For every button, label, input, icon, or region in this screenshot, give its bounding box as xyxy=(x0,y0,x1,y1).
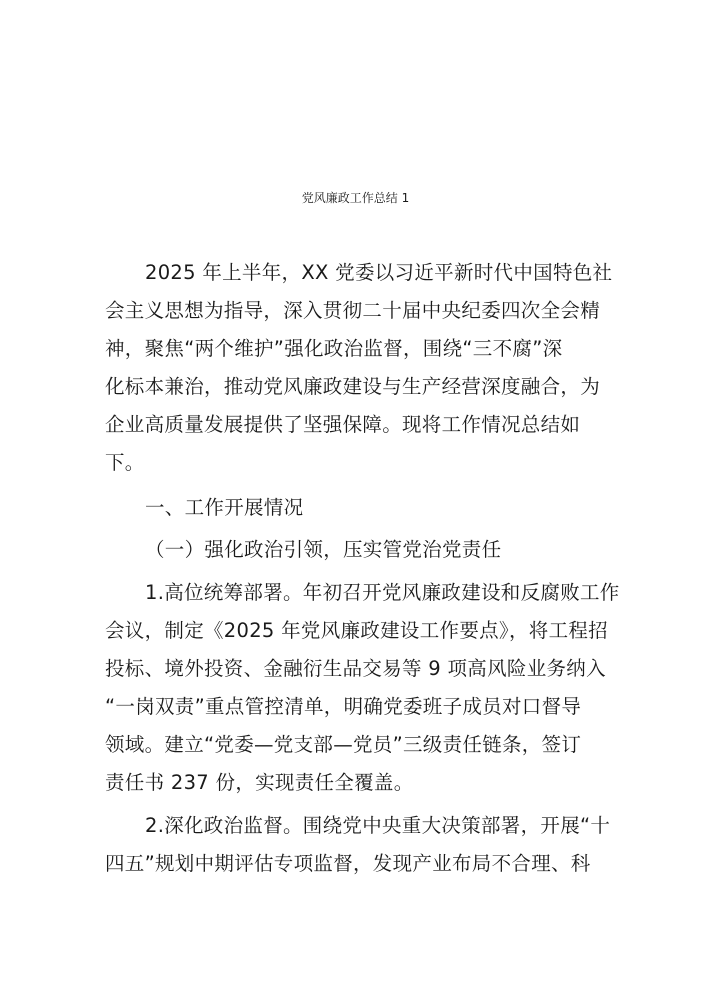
paragraph-line: 下。 xyxy=(105,451,145,474)
paragraph-line: 会议，制定《2025 年党风廉政建设工作要点》，将工程招 xyxy=(105,619,608,642)
subsection-heading: （一）强化政治引领，压实管党治党责任 xyxy=(145,538,502,561)
paragraph-line: 化标本兼治，推动党风廉政建设与生产经营深度融合，为 xyxy=(105,375,601,398)
paragraph-line: 2025 年上半年，XX 党委以习近平新时代中国特色社 xyxy=(145,261,613,284)
paragraph-line: 责任书 237 份，实现责任全覆盖。 xyxy=(105,771,414,794)
paragraph-line: 2.深化政治监督。围绕党中央重大决策部署，开展“十 xyxy=(145,814,611,837)
document-title: 党风廉政工作总结 1 xyxy=(301,191,410,205)
paragraph-line: 投标、境外投资、金融衍生品交易等 9 项高风险业务纳入 xyxy=(105,657,606,680)
paragraph-line: 1.高位统筹部署。年初召开党风廉政建设和反腐败工作 xyxy=(145,581,620,604)
paragraph-line: 领域。建立“党委—党支部—党员”三级责任链条，签订 xyxy=(105,733,582,756)
paragraph-line: 神，聚焦“两个维护”强化政治监督，围绕“三不腐”深 xyxy=(105,337,563,360)
paragraph-line: 企业高质量发展提供了坚强保障。现将工作情况总结如 xyxy=(105,413,581,436)
paragraph-line: 会主义思想为指导，深入贯彻二十届中央纪委四次全会精 xyxy=(105,299,601,322)
section-heading: 一、工作开展情况 xyxy=(145,496,304,519)
paragraph-line: “一岗双责”重点管控清单，明确党委班子成员对口督导 xyxy=(105,695,582,718)
paragraph-line: 四五”规划中期评估专项监督，发现产业布局不合理、科 xyxy=(105,852,591,875)
